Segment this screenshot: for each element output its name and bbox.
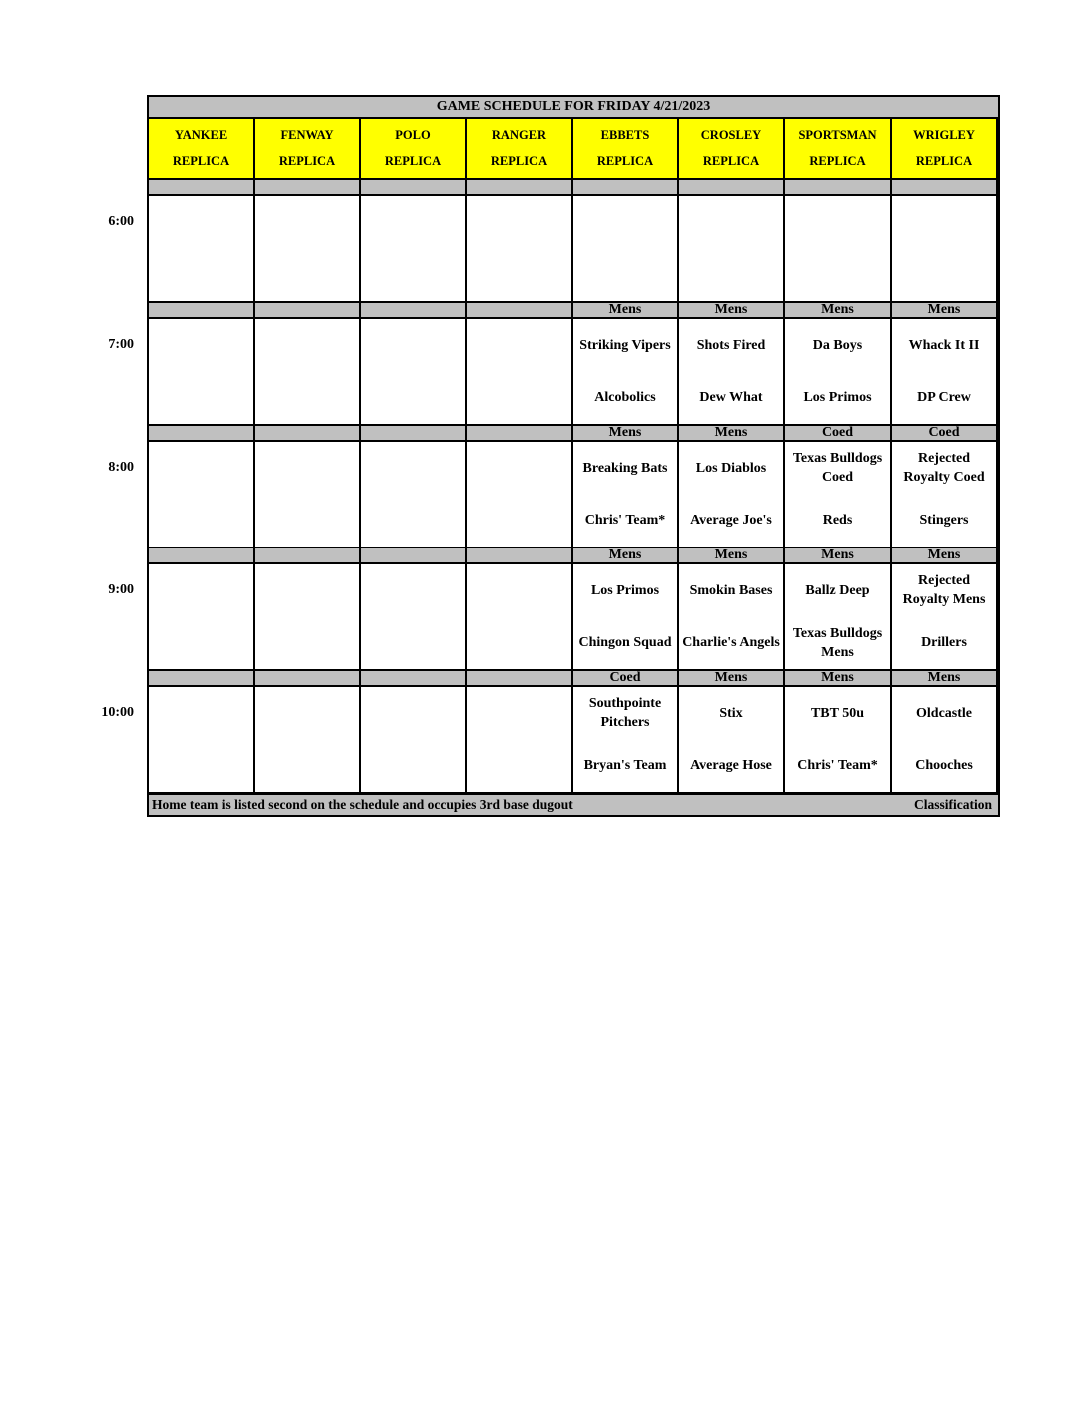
classification-cell bbox=[361, 303, 465, 317]
away-team: Oldcastle bbox=[916, 705, 972, 721]
classification-cell bbox=[467, 303, 571, 317]
game-cell bbox=[892, 319, 996, 424]
away-team bbox=[149, 442, 253, 495]
away-team: Breaking Bats bbox=[582, 460, 668, 476]
home-team: Bryan's Team bbox=[583, 758, 667, 774]
away-team: Da Boys bbox=[812, 337, 863, 353]
away-team: Southpointe Pitchers bbox=[588, 696, 662, 731]
classification-cell bbox=[467, 426, 571, 440]
time-label: 10:00 bbox=[101, 705, 134, 720]
classification-cell bbox=[679, 180, 783, 194]
footer-legend: Classification bbox=[913, 797, 992, 812]
game-cell bbox=[467, 564, 571, 669]
home-team bbox=[467, 740, 571, 793]
home-team bbox=[573, 249, 677, 302]
home-team bbox=[361, 495, 465, 548]
home-team bbox=[149, 617, 253, 670]
classification-cell bbox=[255, 548, 359, 562]
classification-cell bbox=[892, 180, 996, 194]
away-team bbox=[149, 196, 253, 249]
classification-cell bbox=[149, 671, 253, 685]
game-cell bbox=[785, 319, 890, 424]
game-cell bbox=[573, 196, 677, 301]
game-cell bbox=[892, 564, 996, 669]
game-cell bbox=[467, 319, 571, 424]
home-team bbox=[361, 249, 465, 302]
home-team bbox=[255, 372, 359, 425]
game-cell bbox=[255, 196, 359, 301]
away-team: Striking Vipers bbox=[579, 337, 671, 353]
home-team: Chris' Team* bbox=[797, 758, 878, 774]
game-cell bbox=[255, 319, 359, 424]
classification-cell bbox=[255, 180, 359, 194]
schedule-title: GAME SCHEDULE FOR FRIDAY 4/21/2023 bbox=[149, 97, 998, 117]
field-type: REPLICA bbox=[278, 153, 336, 168]
field-name: FENWAY bbox=[280, 128, 334, 143]
classification-cell bbox=[361, 671, 465, 685]
home-team bbox=[785, 249, 890, 302]
time-label: 8:00 bbox=[108, 460, 134, 475]
classification-cell: Mens bbox=[892, 671, 996, 685]
home-team: Alcobolics bbox=[594, 390, 656, 406]
classification-cell bbox=[149, 548, 253, 562]
home-team bbox=[892, 249, 996, 302]
classification-cell: Mens bbox=[892, 303, 996, 317]
away-team bbox=[467, 564, 571, 617]
classification-cell bbox=[361, 548, 465, 562]
time-label: 7:00 bbox=[108, 337, 134, 352]
away-team bbox=[467, 442, 571, 495]
classification-cell bbox=[149, 426, 253, 440]
home-team: Los Primos bbox=[803, 390, 872, 406]
away-team bbox=[149, 319, 253, 372]
home-team: Charlie's Angels bbox=[682, 635, 780, 651]
away-team bbox=[255, 319, 359, 372]
away-team: Los Primos bbox=[590, 582, 660, 598]
classification-cell bbox=[467, 548, 571, 562]
game-cell bbox=[573, 564, 677, 669]
home-team bbox=[679, 249, 783, 302]
game-cell bbox=[255, 687, 359, 792]
field-header bbox=[892, 119, 996, 178]
classification-cell bbox=[255, 426, 359, 440]
field-type: REPLICA bbox=[915, 153, 973, 168]
home-team bbox=[361, 617, 465, 670]
game-cell bbox=[892, 687, 996, 792]
away-team bbox=[255, 564, 359, 617]
classification-cell bbox=[361, 426, 465, 440]
game-cell bbox=[149, 196, 253, 301]
field-name: WRIGLEY bbox=[913, 128, 975, 143]
field-type: REPLICA bbox=[702, 153, 760, 168]
away-team: Rejected Royalty Coed bbox=[903, 451, 985, 486]
classification-cell: Mens bbox=[573, 426, 677, 440]
away-team: TBT 50u bbox=[810, 705, 865, 721]
footer-note: Home team is listed second on the schedule and occupies 3rd base dugout bbox=[152, 797, 573, 812]
game-cell bbox=[785, 442, 890, 547]
game-cell bbox=[361, 564, 465, 669]
game-cell bbox=[467, 196, 571, 301]
classification-cell bbox=[149, 303, 253, 317]
away-team: Texas Bulldogs Coed bbox=[792, 451, 883, 486]
classification-cell bbox=[255, 671, 359, 685]
classification-cell: Mens bbox=[679, 671, 783, 685]
away-team bbox=[467, 319, 571, 372]
home-team bbox=[149, 372, 253, 425]
away-team: Shots Fired bbox=[696, 337, 766, 353]
game-cell bbox=[679, 442, 783, 547]
classification-cell: Coed bbox=[785, 426, 890, 440]
away-team bbox=[255, 196, 359, 249]
classification-cell: Coed bbox=[892, 426, 996, 440]
away-team: Stix bbox=[719, 705, 743, 721]
home-team bbox=[149, 740, 253, 793]
field-header bbox=[467, 119, 571, 178]
away-team bbox=[679, 196, 783, 249]
home-team: Average Joe's bbox=[690, 513, 772, 529]
classification-cell bbox=[785, 180, 890, 194]
game-cell bbox=[149, 564, 253, 669]
away-team bbox=[467, 687, 571, 740]
game-cell bbox=[573, 687, 677, 792]
field-header bbox=[255, 119, 359, 178]
away-team bbox=[361, 196, 465, 249]
home-team bbox=[149, 249, 253, 302]
classification-cell: Mens bbox=[679, 426, 783, 440]
game-cell bbox=[255, 442, 359, 547]
home-team bbox=[255, 495, 359, 548]
field-header bbox=[573, 119, 677, 178]
game-cell bbox=[149, 687, 253, 792]
home-team bbox=[255, 249, 359, 302]
game-cell bbox=[361, 687, 465, 792]
field-header bbox=[679, 119, 783, 178]
game-cell bbox=[573, 319, 677, 424]
game-cell bbox=[467, 442, 571, 547]
game-cell bbox=[892, 442, 996, 547]
field-type: REPLICA bbox=[596, 153, 654, 168]
away-team bbox=[467, 196, 571, 249]
game-cell bbox=[361, 442, 465, 547]
home-team: Texas Bulldogs Mens bbox=[792, 625, 883, 660]
home-team bbox=[467, 495, 571, 548]
classification-cell bbox=[467, 671, 571, 685]
home-team: Dew What bbox=[699, 390, 763, 406]
field-name: RANGER bbox=[491, 128, 547, 143]
away-team: Rejected Royalty Mens bbox=[902, 573, 986, 608]
away-team: Ballz Deep bbox=[805, 582, 870, 598]
field-type: REPLICA bbox=[809, 153, 866, 168]
home-team bbox=[361, 740, 465, 793]
game-cell bbox=[679, 564, 783, 669]
home-team bbox=[361, 372, 465, 425]
field-name: POLO bbox=[395, 128, 431, 143]
field-type: REPLICA bbox=[172, 153, 230, 168]
schedule-table bbox=[147, 95, 1000, 817]
game-cell bbox=[679, 196, 783, 301]
classification-cell: Mens bbox=[573, 303, 677, 317]
classification-cell: Coed bbox=[573, 671, 677, 685]
away-team: Whack It II bbox=[908, 337, 980, 353]
home-team: DP Crew bbox=[917, 390, 971, 406]
game-cell bbox=[679, 687, 783, 792]
away-team bbox=[785, 196, 890, 249]
field-name: EBBETS bbox=[600, 128, 650, 143]
time-label: 6:00 bbox=[108, 214, 134, 229]
classification-cell: Mens bbox=[785, 303, 890, 317]
away-team bbox=[892, 196, 996, 249]
away-team: Smokin Bases bbox=[689, 582, 773, 598]
home-team bbox=[467, 617, 571, 670]
classification-cell: Mens bbox=[573, 548, 677, 562]
home-team bbox=[467, 249, 571, 302]
away-team bbox=[573, 196, 677, 249]
home-team bbox=[149, 495, 253, 548]
field-type: REPLICA bbox=[490, 153, 548, 168]
field-header bbox=[149, 119, 253, 178]
classification-cell bbox=[149, 180, 253, 194]
time-label: 9:00 bbox=[108, 582, 134, 597]
game-cell bbox=[149, 442, 253, 547]
game-cell bbox=[361, 319, 465, 424]
classification-cell: Mens bbox=[785, 548, 890, 562]
field-name: YANKEE bbox=[174, 128, 228, 143]
game-cell bbox=[149, 319, 253, 424]
classification-cell: Mens bbox=[785, 671, 890, 685]
classification-cell: Mens bbox=[679, 303, 783, 317]
away-team bbox=[149, 564, 253, 617]
away-team bbox=[361, 319, 465, 372]
game-cell bbox=[679, 319, 783, 424]
game-cell bbox=[467, 687, 571, 792]
home-team: Average Hose bbox=[690, 758, 772, 774]
home-team bbox=[467, 372, 571, 425]
game-cell bbox=[892, 196, 996, 301]
home-team: Drillers bbox=[921, 635, 967, 651]
field-header bbox=[785, 119, 890, 178]
field-header bbox=[361, 119, 465, 178]
game-cell bbox=[785, 564, 890, 669]
classification-cell bbox=[573, 180, 677, 194]
game-cell bbox=[573, 442, 677, 547]
classification-cell: Mens bbox=[892, 548, 996, 562]
game-cell bbox=[785, 196, 890, 301]
home-team: Chingon Squad bbox=[578, 635, 672, 651]
home-team bbox=[255, 617, 359, 670]
field-name: SPORTSMAN bbox=[798, 128, 877, 143]
home-team: Stingers bbox=[919, 513, 969, 529]
away-team bbox=[255, 442, 359, 495]
home-team bbox=[255, 740, 359, 793]
away-team bbox=[361, 687, 465, 740]
away-team bbox=[361, 564, 465, 617]
classification-cell bbox=[255, 303, 359, 317]
away-team: Los Diablos bbox=[695, 460, 767, 476]
classification-cell: Mens bbox=[679, 548, 783, 562]
away-team bbox=[255, 687, 359, 740]
classification-cell bbox=[361, 180, 465, 194]
home-team: Chooches bbox=[915, 758, 973, 774]
game-cell bbox=[255, 564, 359, 669]
game-cell bbox=[361, 196, 465, 301]
field-type: REPLICA bbox=[384, 153, 442, 168]
classification-cell bbox=[467, 180, 571, 194]
home-team: Reds bbox=[822, 513, 853, 529]
home-team: Chris' Team* bbox=[584, 513, 666, 529]
footer-bar bbox=[149, 795, 998, 815]
away-team bbox=[149, 687, 253, 740]
field-name: CROSLEY bbox=[700, 128, 762, 143]
game-cell bbox=[785, 687, 890, 792]
away-team bbox=[361, 442, 465, 495]
